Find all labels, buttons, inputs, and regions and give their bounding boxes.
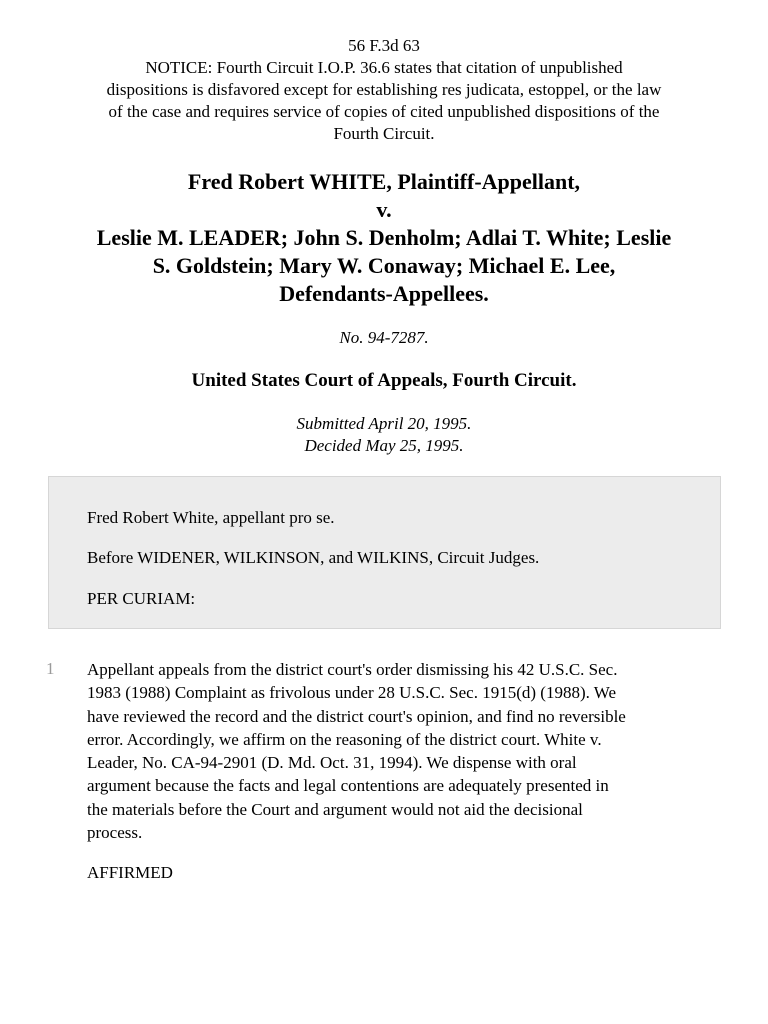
- preamble-box: [48, 476, 721, 629]
- opinion-line: process.: [87, 823, 143, 843]
- notice-line: Fourth Circuit.: [333, 124, 435, 143]
- opinion-line: have reviewed the record and the district court's opinion, and find no reversible: [87, 706, 626, 726]
- disposition: AFFIRMED: [87, 863, 173, 882]
- opinion-line: error. Accordingly, we affirm on the reasoning of the district court. White v.: [87, 729, 602, 749]
- case-caption: [40, 168, 728, 308]
- notice-line: NOTICE: Fourth Circuit I.O.P. 36.6 states that citation of unpublished: [145, 58, 623, 77]
- decided-date: Decided May 25, 1995.: [304, 436, 464, 455]
- submitted-date: Submitted April 20, 1995.: [296, 414, 472, 433]
- caption-line: v.: [376, 197, 392, 222]
- opinion-line: Appellant appeals from the district court's order dismissing his 42 U.S.C. Sec.: [87, 660, 618, 679]
- opinion-line: the materials before the Court and argument would not aid the decisional: [87, 799, 583, 819]
- notice-line: of the case and requires service of copies of cited unpublished dispositions of the: [108, 102, 660, 121]
- author-line: PER CURIAM:: [87, 589, 196, 608]
- document-header: [40, 35, 728, 145]
- case-dates: [40, 413, 728, 457]
- caption-line: Defendants-Appellees.: [279, 281, 489, 306]
- opinion-line: Leader, No. CA-94-2901 (D. Md. Oct. 31, 1994). We dispense with oral: [87, 753, 577, 773]
- opinion-paragraph: [87, 658, 727, 844]
- notice-line: dispositions is disfavored except for establishing res judicata, estoppel, or the law: [106, 80, 662, 99]
- panel-line: Before WIDENER, WILKINSON, and WILKINS, Circuit Judges.: [87, 548, 540, 567]
- opinion-line: 1983 (1988) Complaint as frivolous under 28 U.S.C. Sec. 1915(d) (1988). We: [87, 683, 617, 703]
- counsel-line: Fred Robert White, appellant pro se.: [87, 508, 335, 527]
- docket-number: No. 94-7287.: [339, 328, 429, 347]
- paragraph-number: 1: [46, 659, 55, 678]
- caption-line: Fred Robert WHITE, Plaintiff-Appellant,: [187, 169, 581, 194]
- citation: 56 F.3d 63: [348, 36, 420, 55]
- opinion-line: argument because the facts and legal contentions are adequately presented in: [87, 776, 609, 796]
- court-name: United States Court of Appeals, Fourth Circuit.: [191, 370, 577, 391]
- caption-line: Leslie M. LEADER; John S. Denholm; Adlai T. White; Leslie: [96, 225, 672, 250]
- caption-line: S. Goldstein; Mary W. Conaway; Michael E. Lee,: [152, 253, 616, 278]
